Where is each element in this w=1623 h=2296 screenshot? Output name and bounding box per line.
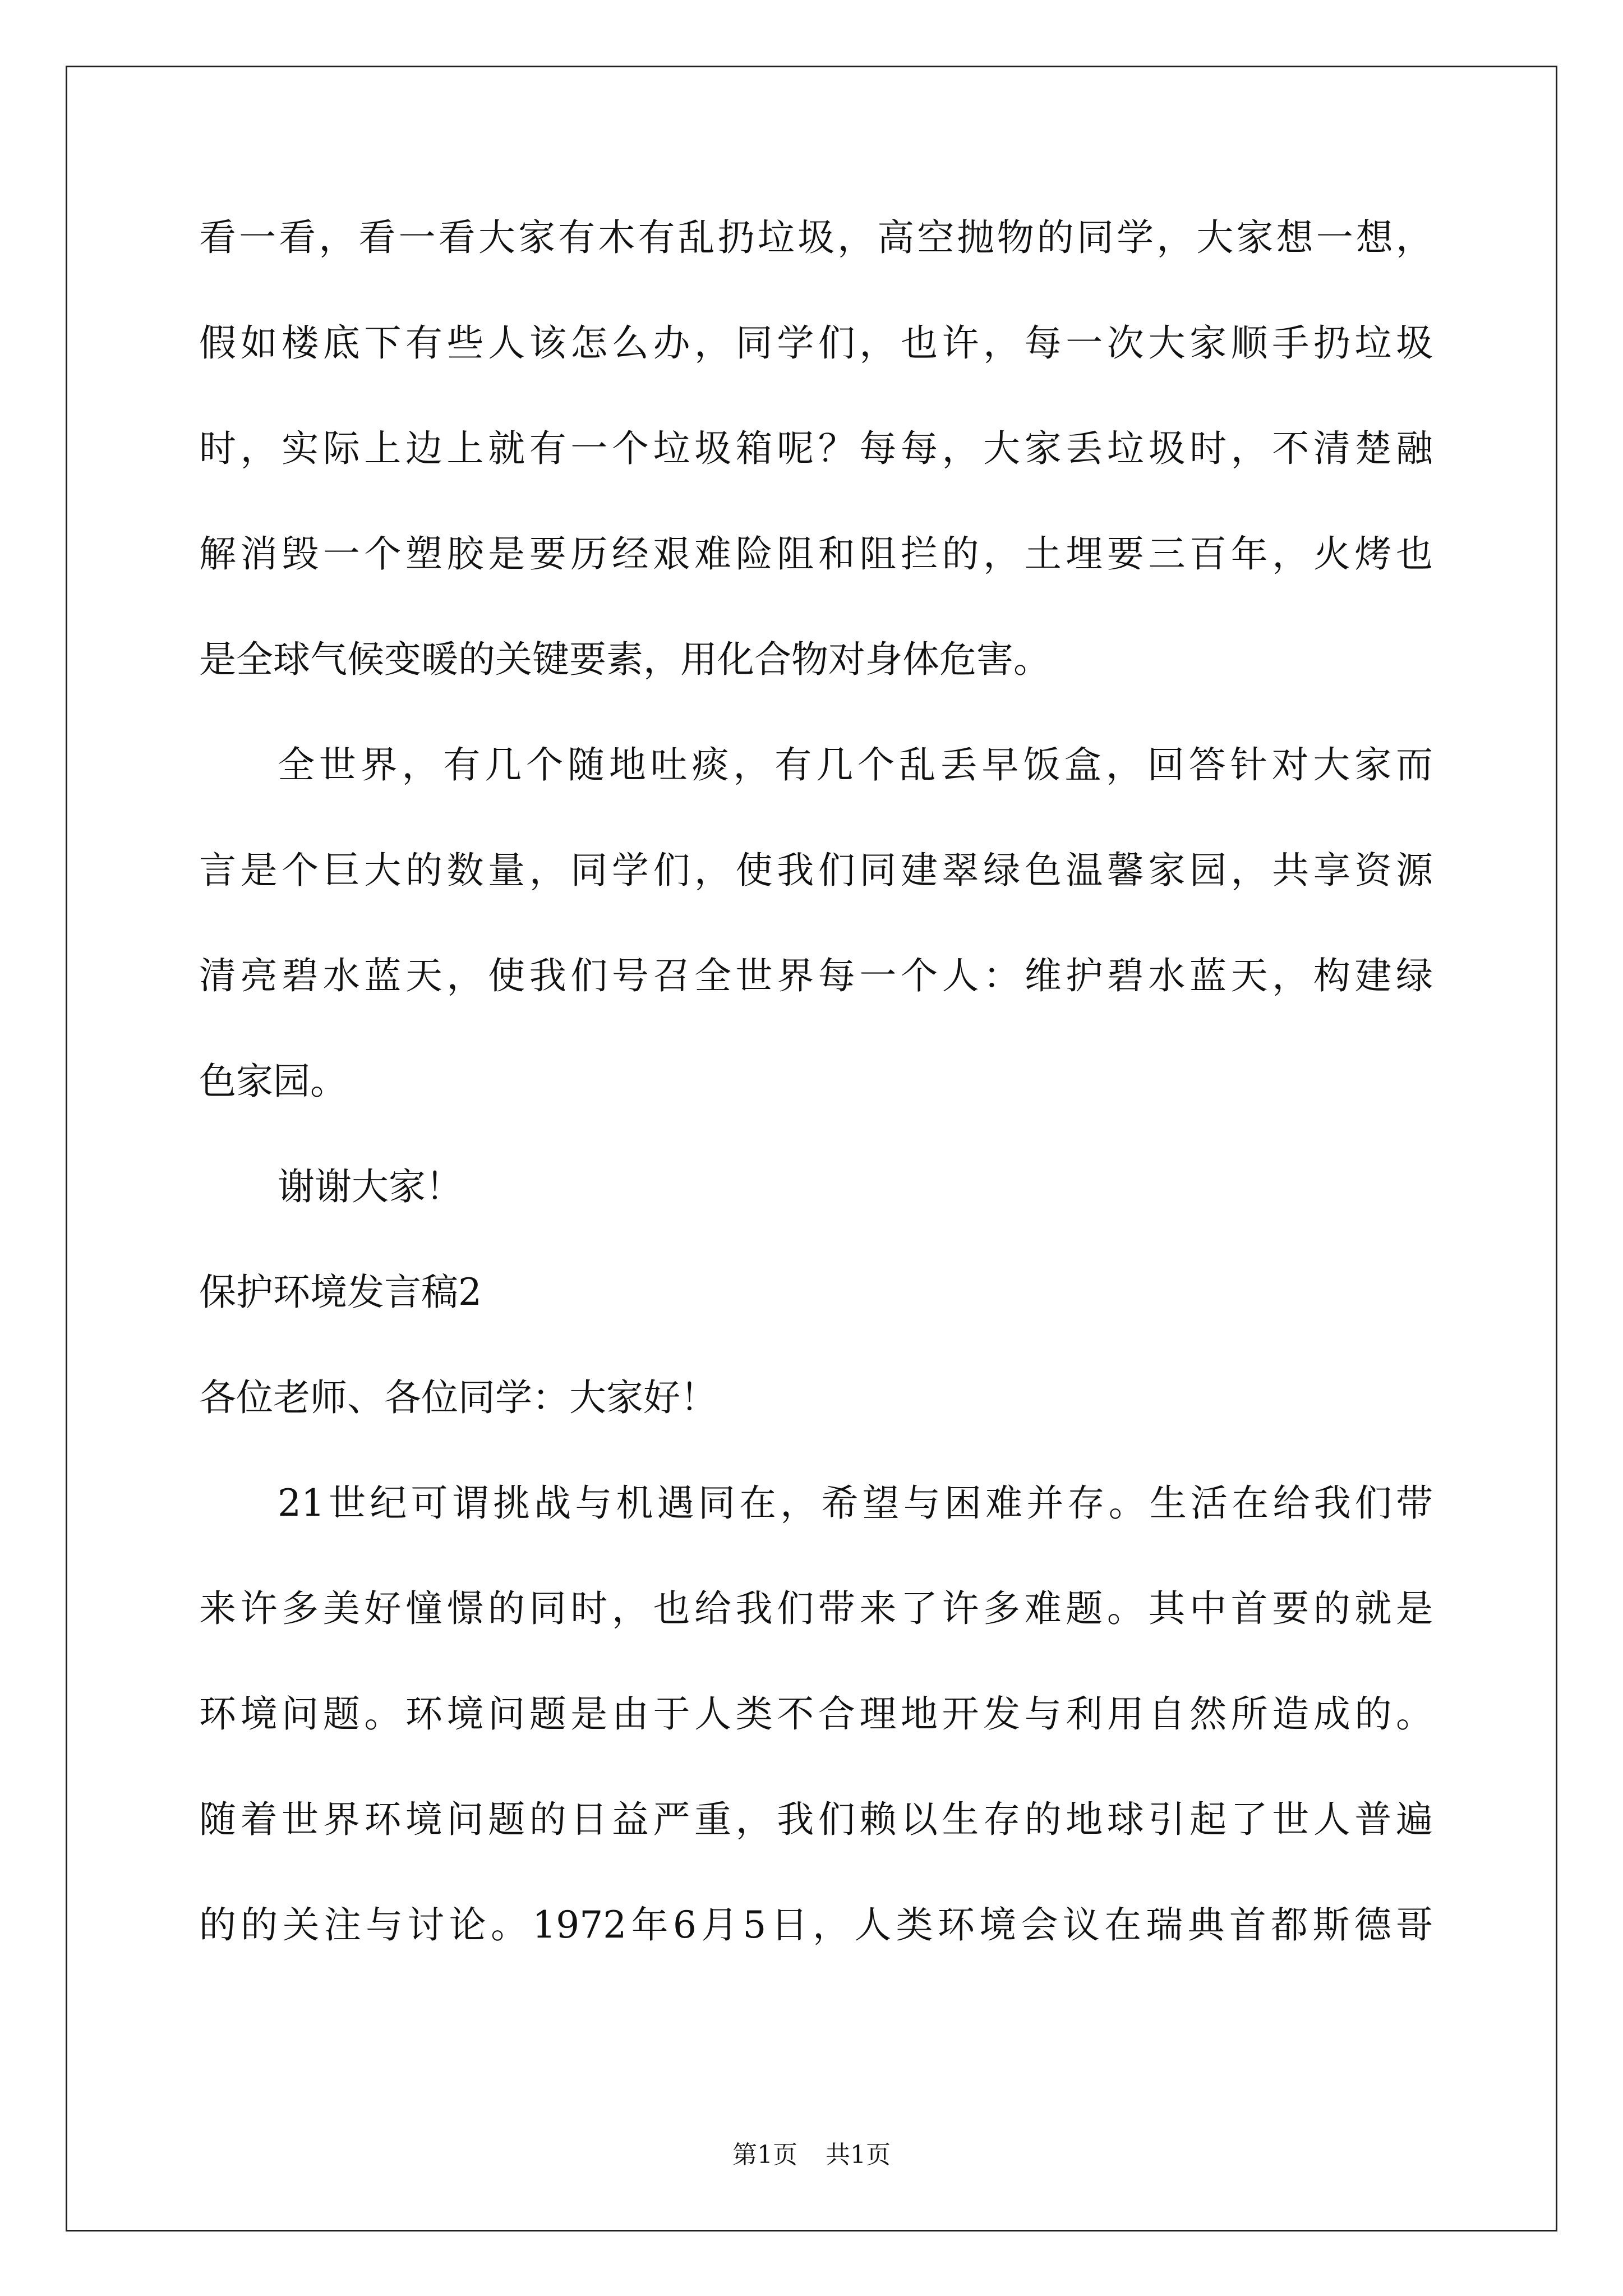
paragraph-first-line: 全世界，有几个随地吐痰，有几个乱丢早饭盒，回答针对大家而 bbox=[278, 743, 1433, 786]
paragraph-first-line: 21世纪可谓挑战与机遇同在，希望与困难并存。生活在给我们带 bbox=[278, 1481, 1433, 1525]
closing-thanks: 谢谢大家！ bbox=[278, 1165, 463, 1208]
document-body bbox=[199, 185, 1433, 1978]
greeting: 各位老师、各位同学：大家好！ bbox=[199, 1376, 717, 1419]
text-line: 的的关注与讨论。1972年6月5日，人类环境会议在瑞典首都斯德哥 bbox=[199, 1903, 1433, 1947]
text-line: 是全球气候变暖的关键要素，用化合物对身体危害。 bbox=[199, 638, 1050, 681]
text-line: 清亮碧水蓝天，使我们号召全世界每一个人：维护碧水蓝天，构建绿 bbox=[199, 954, 1433, 997]
text-line: 随着世界环境问题的日益严重，我们赖以生存的地球引起了世人普遍 bbox=[199, 1798, 1433, 1841]
page-footer bbox=[0, 2138, 1623, 2172]
text-line: 言是个巨大的数量，同学们，使我们同建翠绿色温馨家园，共享资源 bbox=[199, 849, 1433, 892]
page-number: 第1页 bbox=[732, 2141, 797, 2169]
text-line: 看一看，看一看大家有木有乱扔垃圾，高空抛物的同学，大家想一想， bbox=[199, 216, 1433, 259]
text-line: 解消毁一个塑胶是要历经艰难险阻和阻拦的，土埋要三百年，火烤也 bbox=[199, 532, 1433, 576]
text-line: 来许多美好憧憬的同时，也给我们带来了许多难题。其中首要的就是 bbox=[199, 1587, 1433, 1630]
text-line: 色家园。 bbox=[199, 1060, 347, 1103]
page-total: 共1页 bbox=[826, 2141, 891, 2169]
text-line: 环境问题。环境问题是由于人类不合理地开发与利用自然所造成的。 bbox=[199, 1692, 1433, 1736]
text-line: 时，实际上边上就有一个垃圾箱呢？每每，大家丢垃圾时，不清楚融 bbox=[199, 427, 1433, 470]
text-line: 假如楼底下有些人该怎么办，同学们，也许，每一次大家顺手扔垃圾 bbox=[199, 321, 1433, 365]
section-heading: 保护环境发言稿2 bbox=[199, 1271, 482, 1314]
